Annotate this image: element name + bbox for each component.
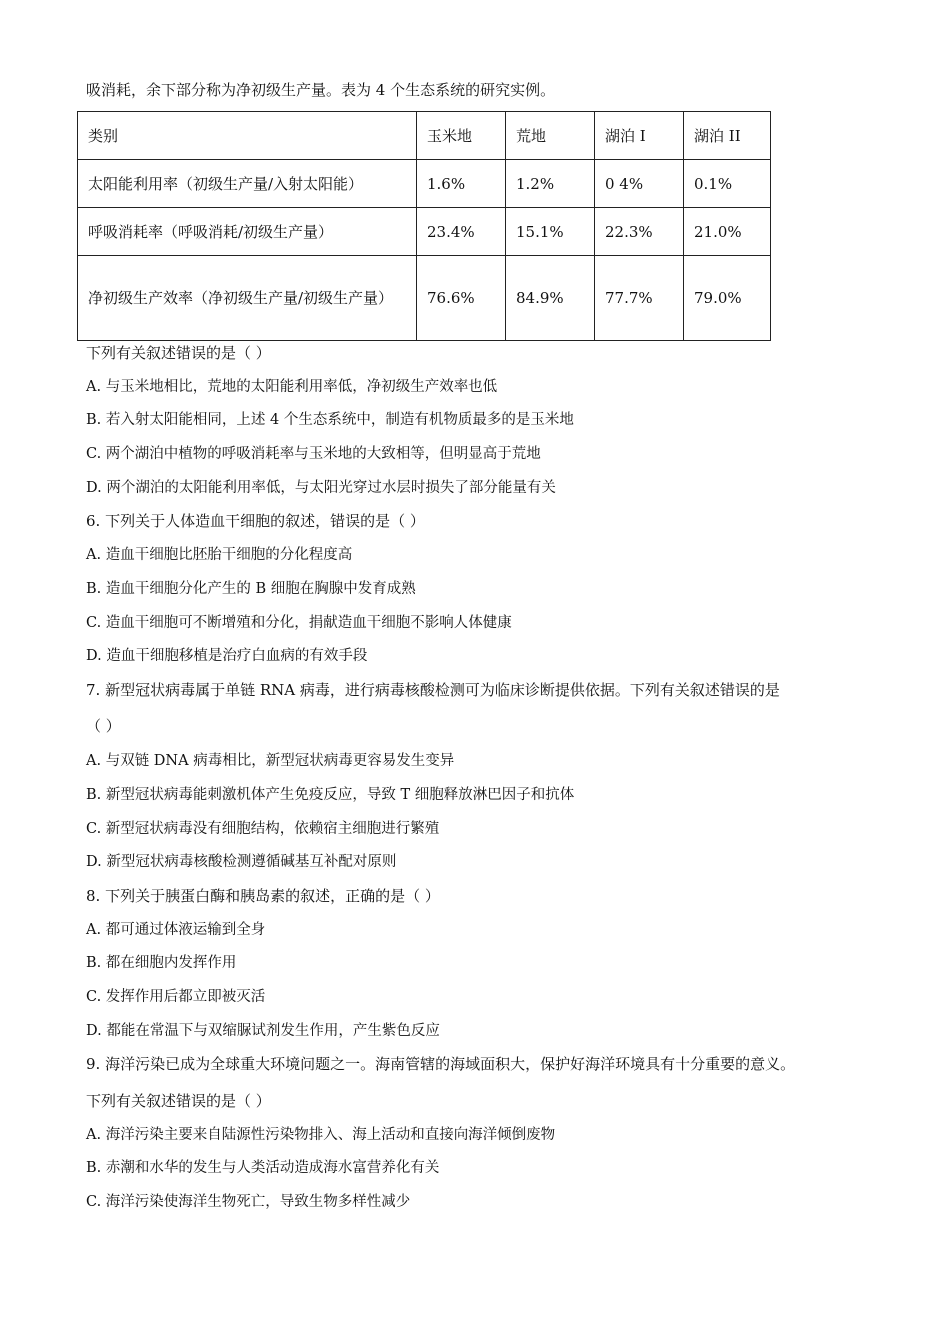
table-header-cell: 玉米地 (417, 112, 506, 160)
question-stem: 6. 下列关于人体造血干细胞的叙述，错误的是（ ） (86, 512, 425, 530)
option-a: A. 与双链 DNA 病毒相比，新型冠状病毒更容易发生变异 (86, 753, 455, 769)
table-row (78, 256, 771, 341)
option-c: C. 两个湖泊中植物的呼吸消耗率与玉米地的大致相等，但明显高于荒地 (86, 446, 541, 462)
option-c: C. 新型冠状病毒没有细胞结构，依赖宿主细胞进行繁殖 (86, 821, 440, 837)
table-cell: 净初级生产效率（净初级生产量/初级生产量） (78, 256, 417, 341)
table-row (78, 160, 771, 208)
option-a: A. 都可通过体液运输到全身 (86, 922, 266, 938)
option-b: B. 赤潮和水华的发生与人类活动造成海水富营养化有关 (86, 1160, 440, 1176)
option-a: A. 造血干细胞比胚胎干细胞的分化程度高 (86, 547, 353, 563)
question-stem: 9. 海洋污染已成为全球重大环境问题之一。海南管辖的海域面积大，保护好海洋环境具有十分重要的意义。 (86, 1055, 796, 1073)
table-cell: 22.3% (595, 208, 684, 256)
table-cell: 1.6% (417, 160, 506, 208)
data-table (77, 111, 771, 341)
option-b: B. 都在细胞内发挥作用 (86, 955, 237, 971)
table-cell: 79.0% (684, 256, 771, 341)
option-d: D. 造血干细胞移植是治疗白血病的有效手段 (86, 648, 368, 664)
table-header-cell: 湖泊 I (595, 112, 684, 160)
question-stem: 下列有关叙述错误的是（ ） (86, 344, 271, 362)
table-cell: 0 4% (595, 160, 684, 208)
question-stem: 8. 下列关于胰蛋白酶和胰岛素的叙述，正确的是（ ） (86, 887, 440, 905)
table-cell: 77.7% (595, 256, 684, 341)
table-cell: 呼吸消耗率（呼吸消耗/初级生产量） (78, 208, 417, 256)
option-d: D. 两个湖泊的太阳能利用率低，与太阳光穿过水层时损失了部分能量有关 (86, 480, 556, 496)
question-stem-cont: 下列有关叙述错误的是（ ） (86, 1092, 271, 1110)
option-c: C. 海洋污染使海洋生物死亡，导致生物多样性减少 (86, 1194, 411, 1210)
table-cell: 84.9% (506, 256, 595, 341)
table-cell: 1.2% (506, 160, 595, 208)
table-row (78, 208, 771, 256)
option-b: B. 造血干细胞分化产生的 B 细胞在胸腺中发育成熟 (86, 581, 416, 597)
option-a: A. 与玉米地相比，荒地的太阳能利用率低，净初级生产效率也低 (86, 379, 498, 395)
table-header-cell: 荒地 (506, 112, 595, 160)
table-header-row (78, 112, 771, 160)
table-header-cell: 类别 (78, 112, 417, 160)
option-b: B. 新型冠状病毒能刺激机体产生免疫反应，导致 T 细胞释放淋巴因子和抗体 (86, 787, 575, 803)
option-b: B. 若入射太阳能相同，上述 4 个生态系统中，制造有机物质最多的是玉米地 (86, 412, 574, 428)
option-d: D. 都能在常温下与双缩脲试剂发生作用，产生紫色反应 (86, 1023, 440, 1039)
table-cell: 76.6% (417, 256, 506, 341)
option-c: C. 造血干细胞可不断增殖和分化，捐献造血干细胞不影响人体健康 (86, 615, 512, 631)
table-cell: 太阳能利用率（初级生产量/入射太阳能） (78, 160, 417, 208)
table-cell: 23.4% (417, 208, 506, 256)
intro-text: 吸消耗，余下部分称为净初级生产量。表为 4 个生态系统的研究实例。 (86, 81, 556, 99)
table-cell: 0.1% (684, 160, 771, 208)
question-stem: 7. 新型冠状病毒属于单链 RNA 病毒，进行病毒核酸检测可为临床诊断提供依据。下列有关叙述错误的是 (86, 681, 780, 699)
option-a: A. 海洋污染主要来自陆源性污染物排入、海上活动和直接向海洋倾倒废物 (86, 1127, 556, 1143)
table-cell: 15.1% (506, 208, 595, 256)
table-header-cell: 湖泊 II (684, 112, 771, 160)
option-d: D. 新型冠状病毒核酸检测遵循碱基互补配对原则 (86, 854, 397, 870)
table-cell: 21.0% (684, 208, 771, 256)
question-stem-cont: （ ） (86, 717, 121, 735)
option-c: C. 发挥作用后都立即被灭活 (86, 989, 266, 1005)
